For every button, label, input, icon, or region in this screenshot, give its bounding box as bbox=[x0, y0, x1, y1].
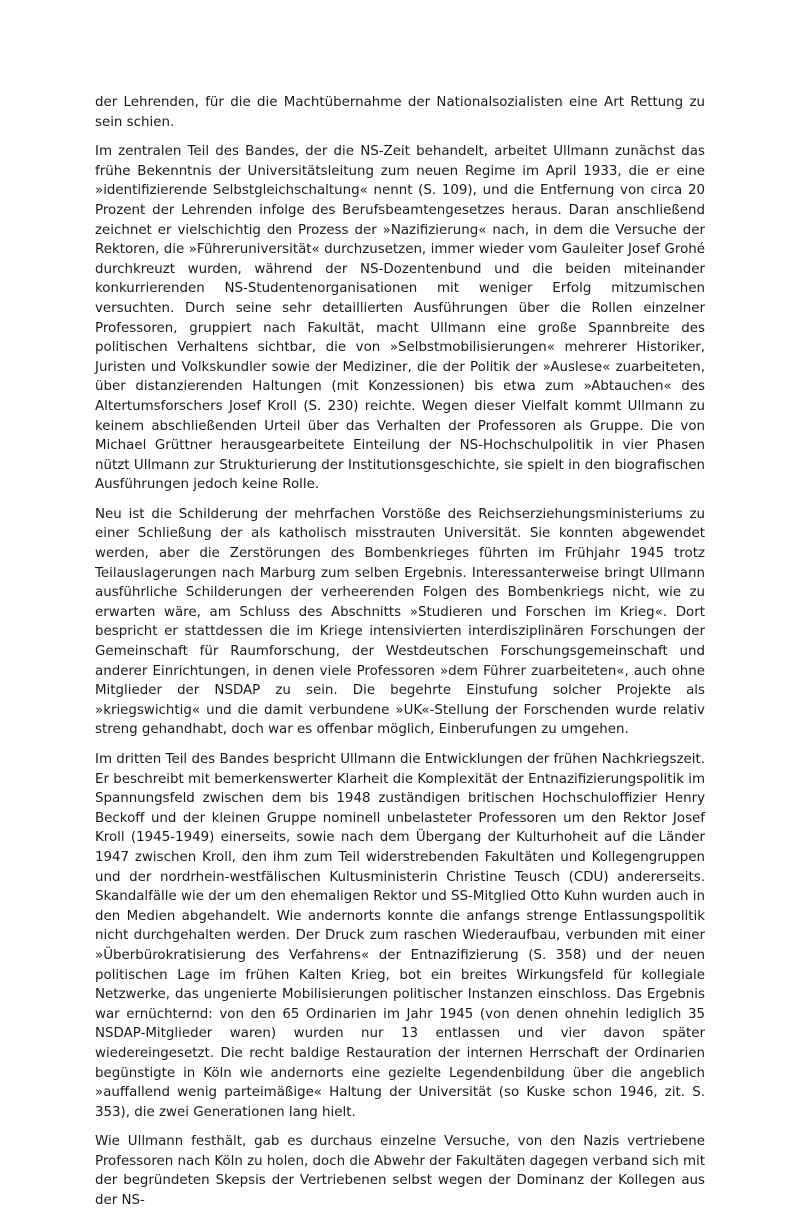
paragraph-2: Im zentralen Teil des Bandes, der die NS-Zeit behandelt, arbeitet Ullmann zunächst das frühe Bekenntnis der Universitätsleitung zum neuen Regime im April 1933, die er eine »identifizierende Selbstgleichschaltung« nennt (S. 109), und die Entfernung von circa 20 Prozent der Lehrenden infolge des Berufsbeamtengesetzes heraus. Daran anschließend zeichnet er vielschichtig den Prozess der »Nazifizierung« nach, in dem die Versuche der Rektoren, die »Führeruniversität« durchzusetzen, immer wieder vom Gauleiter Josef Grohé durchkreuzt wurden, während der NS-Dozentenbund und die beiden miteinander konkurrierenden NS-Studentenorganisationen mit weniger Erfolg mitzumischen versuchten. Durch seine sehr detaillierten Ausführungen über die Rollen einzelner Professoren, gruppiert nach Fakultät, macht Ullmann eine große Spannbreite des politischen Verhaltens sichtbar, die von »Selbstmobilisierungen« mehrerer Historiker, Juristen und Volkskundler sowie der Mediziner, die der Politik der »Auslese« zuarbeiteten, über distanzierenden Haltungen (mit Konzessionen) bis etwa zum »Abtauchen« des Altertumsforschers Josef Kroll (S. 230) reichte. Wegen dieser Vielfalt kommt Ullmann zu keinem abschließenden Urteil über das Verhalten der Professoren als Gruppe. Die von Michael Grüttner herausgearbeitete Einteilung der NS-Hochschulpolitik in vier Phasen nützt Ullmann zur Strukturierung der Institutionsgeschichte, sie spielt in den biografischen Ausführungen jedoch keine Rolle. bbox=[95, 144, 705, 493]
document-page bbox=[95, 93, 705, 1221]
paragraph-1: der Lehrenden, für die die Machtübernahme der Nationalsozialisten eine Art Rettung zu sein schien. bbox=[95, 95, 705, 130]
paragraph-3: Neu ist die Schilderung der mehrfachen Vorstöße des Reichserziehungsministeriums zu einer Schließung der als katholisch misstrauten Universität. Sie konnten abgewendet werden, aber die Zerstörungen des Bombenkrieges führten im Frühjahr 1945 trotz Teilauslagerungen nach Marburg zum selben Ergebnis. Interessanterweise bringt Ullmann ausführliche Schilderungen der verheerenden Folgen des Bombenkriegs nicht, wie zu erwarten wäre, am Schluss des Abschnitts »Studieren und Forschen im Krieg«. Dort bespricht er stattdessen die im Kriege intensivierten interdisziplinären Forschungen der Gemeinschaft für Raumforschung, der Westdeutschen Forschungsgemeinschaft und anderer Einrichtungen, in denen viele Professoren »dem Führer zuarbeiteten«, auch ohne Mitglieder der NSDAP zu sein. Die begehrte Einstufung solcher Projekte als »kriegswichtig« und die damit verbundene »UK«-Stellung der Forschenden wurde relativ streng gehandhabt, doch war es offenbar möglich, Einberufungen zu umgehen. bbox=[95, 506, 705, 738]
paragraph-5: Wie Ullmann festhält, gab es durchaus einzelne Versuche, von den Nazis vertriebene Professoren nach Köln zu holen, doch die Abwehr der Fakultäten dagegen verband sich mit der begründeten Skepsis der Vertriebenen selbst wegen der Dominanz der Kollegen aus der NS- bbox=[95, 1134, 705, 1209]
paragraph-4: Im dritten Teil des Bandes bespricht Ullmann die Entwicklungen der frühen Nachkriegszeit. Er beschreibt mit bemerkenswerter Klarheit die Komplexität der Entnazifizierungspolitik im Spannungsfeld zwischen dem bis 1948 zuständigen britischen Hochschuloffizier Henry Beckoff und der kleinen Gruppe nominell unbelasteter Professoren um den Rektor Josef Kroll (1945-1949) einerseits, sowie nach dem Übergang der Kulturhoheit auf die Länder 1947 zwischen Kroll, den ihm zum Teil widerstrebenden Fakultäten und Kollegengruppen und der nordrhein-westfälischen Kultusministerin Christine Teusch (CDU) andererseits. Skandalfälle wie der um den ehemaligen Rektor und SS-Mitglied Otto Kuhn wurden auch in den Medien abgehandelt. Wie andernorts konnte die anfangs strenge Entlassungspolitik nicht durchgehalten werden. Der Druck zum raschen Wiederaufbau, verbunden mit einer »Überbürokratisierung des Verfahrens« der Entnazifizierung (S. 358) und der neuen politischen Lage im frühen Kalten Krieg, bot ein breites Wirkungsfeld für kollegiale Netzwerke, das ungenierte Mobilisierungen politischer Instanzen einschloss. Das Ergebnis war ernüchternd: von den 65 Ordinarien im Jahr 1945 (von denen ohnehin lediglich 35 NSDAP-Mitglieder waren) wurden nur 13 entlassen und vier davon später wiedereingesetzt. Die recht baldige Restauration der internen Herrschaft der Ordinarien begünstigte in Köln wie andernorts eine gezielte Legendenbildung über die angeblich »auffallend wenig parteimäßige« Haltung der Universität (so Kuske schon 1946, zit. S. 353), die zwei Generationen lang hielt. bbox=[95, 752, 705, 1120]
